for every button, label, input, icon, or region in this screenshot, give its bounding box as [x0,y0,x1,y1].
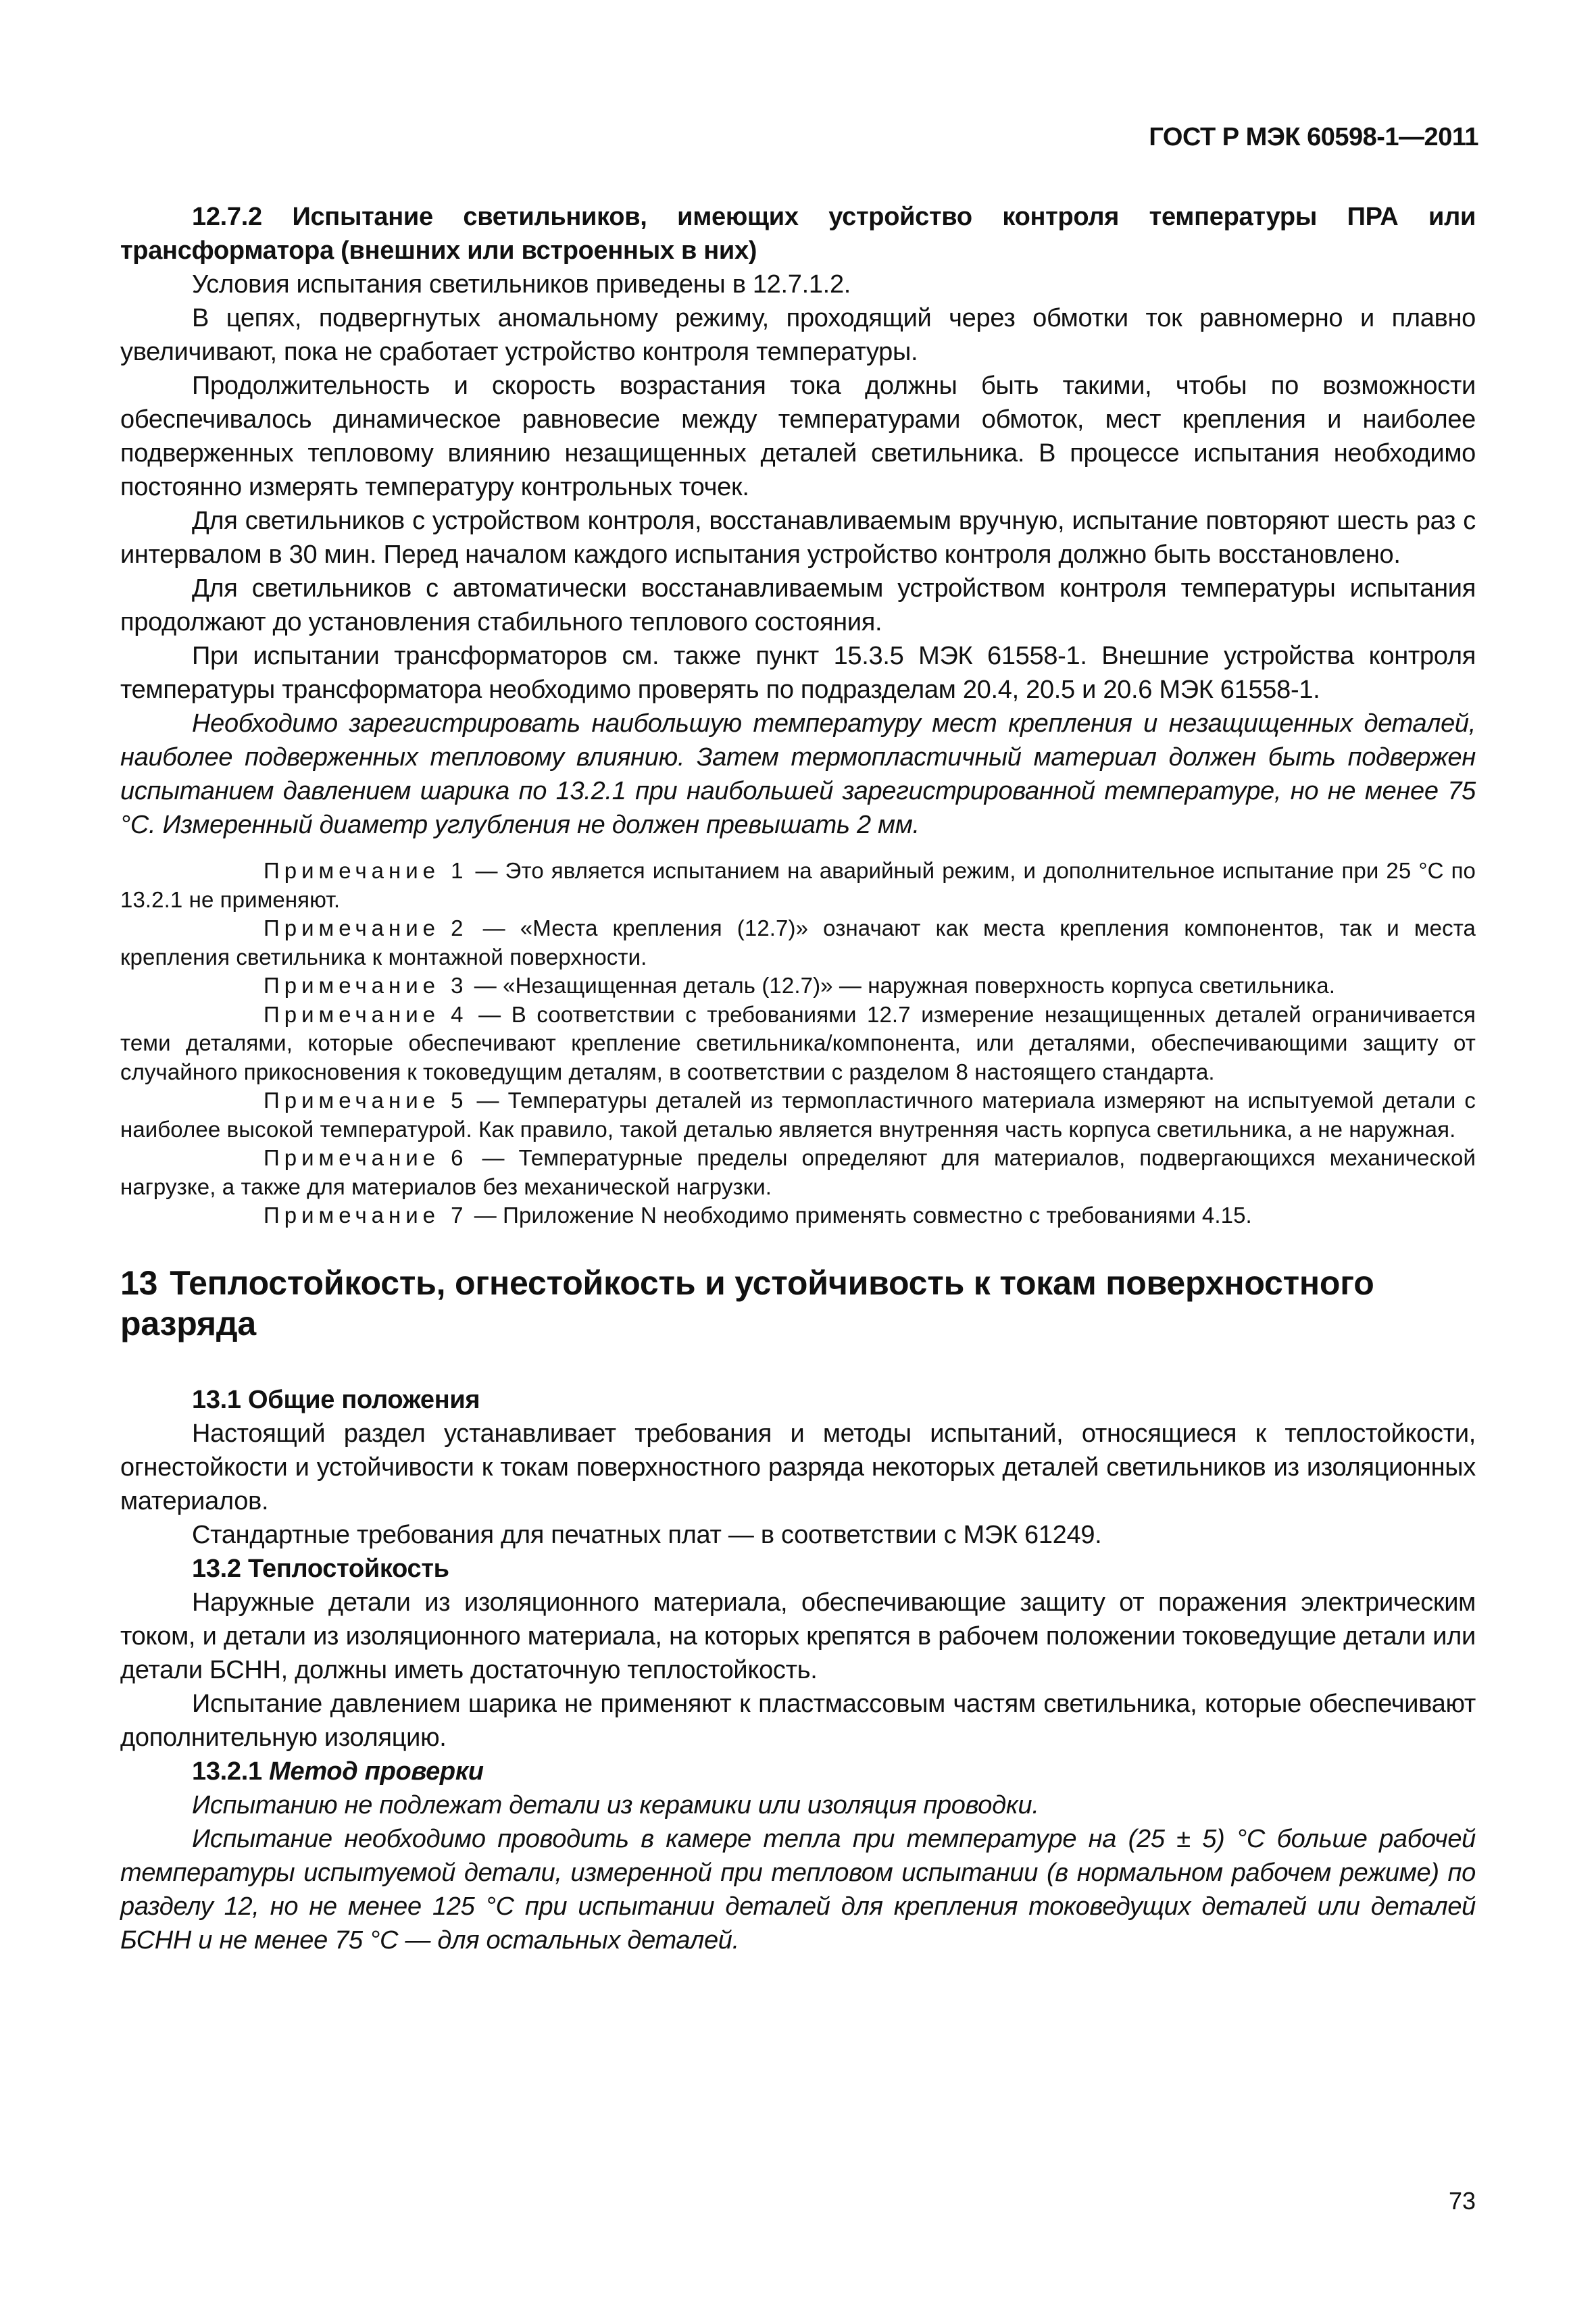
section-13-2-1-title: Метод проверки [269,1757,484,1786]
paragraph: Наружные детали из изоляционного материала, обеспечивающие защиту от поражения электрическим током, и детали из изоляционного материала, на которых крепятся в рабочем положении токоведущие детали или детали БСНН, должны иметь достаточную теплостойкость. [120,1588,1476,1684]
page-number: 73 [1448,2187,1476,2215]
section-13-title: Теплостойкость, огнестойкость и устойчивость к токам поверхностного разряда [120,1263,1374,1342]
note-1 [120,857,1476,914]
italic-paragraph: Необходимо зарегистрировать наибольшую температуру мест крепления и незащищенных деталей, наиболее подверженных тепловому влиянию. Затем термопластичный материал должен быть подвержен испытанием давлением шарика по 13.2.1 при наибольшей зарегистрированной температуре, но не менее 75 °С. Измеренный диаметр углубления не должен превышать 2 мм. [120,709,1476,839]
note-3 [120,972,1476,1001]
italic-paragraph: Испытание необходимо проводить в камере тепла при температуре на (25 ± 5) °С больше рабочей температуры испытуемой детали, измеренной при тепловом испытании (в нормальном рабочем режиме) по разделу 12, но не менее 125 °С при испытании деталей для крепления токоведущих деталей или деталей БСНН и не менее 75 °С — для остальных деталей. [120,1824,1476,1955]
note-label: Примечание 6 [264,1145,468,1170]
note-2 [120,914,1476,972]
note-4 [120,1001,1476,1087]
note-text: — Это является испытанием на аварийный режим, и дополнительное испытание при 25 °С по 13.2.1 не применяют. [120,858,1476,912]
note-label: Примечание 3 [264,973,468,998]
paragraph: В цепях, подвергнутых аномальному режиму, проходящий через обмотки ток равномерно и плавно увеличивают, пока не сработает устройство контроля температуры. [120,304,1476,366]
section-13-2-heading: 13.2 Теплостойкость [192,1554,449,1583]
paragraph: Для светильников с автоматически восстанавливаемым устройством контроля температуры испытания продолжают до установления стабильного теплового состояния. [120,574,1476,636]
paragraph: Условия испытания светильников приведены в 12.7.1.2. [192,270,851,299]
paragraph: Стандартные требования для печатных плат — в соответствии с МЭК 61249. [192,1520,1102,1549]
paragraph: При испытании трансформаторов см. также пункт 15.3.5 МЭК 61558-1. Внешние устройства контроля температуры трансформатора необходимо проверять по подразделам 20.4, 20.5 и 20.6 МЭК 61558-1. [120,642,1476,704]
paragraph: Для светильников с устройством контроля, восстанавливаемым вручную, испытание повторяют шесть раз с интервалом в 30 мин. Перед началом каждого испытания устройство контроля должно быть восстановлено. [120,507,1476,569]
paragraph: Настоящий раздел устанавливает требования и методы испытаний, относящиеся к теплостойкости, огнестойкости и устойчивости к токам поверхностного разряда некоторых деталей светильников из изоляционных материалов. [120,1419,1476,1515]
notes-block [120,857,1476,1230]
note-label: Примечание 2 [264,915,468,940]
note-6 [120,1144,1476,1201]
section-13-heading [120,1263,1476,1344]
section-13-2-1-heading [120,1755,1476,1788]
section-13-2-1-number: 13.2.1 [192,1757,262,1786]
paragraph: Испытание давлением шарика не применяют к пластмассовым частям светильника, которые обеспечивают дополнительную изоляцию. [120,1689,1476,1752]
section-12-7-2-heading: 12.7.2 Испытание светильников, имеющих устройство контроля температуры ПРА или трансформатора (внешних или встроенных в них) [120,203,1476,265]
note-label: Примечание 7 [264,1203,468,1228]
note-5 [120,1086,1476,1144]
italic-paragraph: Испытанию не подлежат детали из керамики или изоляция проводки. [192,1790,1039,1819]
note-text: — Температурные пределы определяют для материалов, подвергающихся механической нагрузке, а также для материалов без механической нагрузки. [120,1145,1476,1199]
note-label: Примечание 4 [264,1001,468,1027]
note-label: Примечание 1 [264,858,468,883]
note-7 [120,1201,1476,1230]
note-text: — В соответствии с требованиями 12.7 измерение незащищенных деталей ограничивается теми деталями, которые обеспечивают крепление светильника/компонента, или деталями, обеспечивающими защиту от случайного прикосновения к токоведущим деталям, в соответствии с разделом 8 настоящего стандарта. [120,1001,1476,1084]
note-text: — «Незащищенная деталь (12.7)» — наружная поверхность корпуса светильника. [468,973,1336,998]
note-text: — «Места крепления (12.7)» означают как места крепления компонентов, так и места крепления светильника к монтажной поверхности. [120,915,1476,970]
note-text: — Температуры деталей из термопластичного материала измеряют на испытуемой детали с наиболее высокой температурой. Как правило, такой деталью является внутренняя часть корпуса светильника, а не наружная. [120,1088,1476,1142]
document-id-header: ГОСТ Р МЭК 60598-1—2011 [1149,123,1478,151]
page-content [120,200,1476,1957]
section-13-number: 13 [120,1263,158,1302]
paragraph: Продолжительность и скорость возрастания тока должны быть такими, чтобы по возможности обеспечивалось динамическое равновесие между температурами обмоток, мест крепления и наиболее подверженных тепловому влиянию незащищенных деталей светильника. В процессе испытания необходимо постоянно измерять температуру контрольных точек. [120,372,1476,501]
section-13-1-heading: 13.1 Общие положения [192,1385,480,1414]
note-label: Примечание 5 [264,1088,468,1113]
note-text: — Приложение N необходимо применять совместно с требованиями 4.15. [468,1203,1252,1228]
